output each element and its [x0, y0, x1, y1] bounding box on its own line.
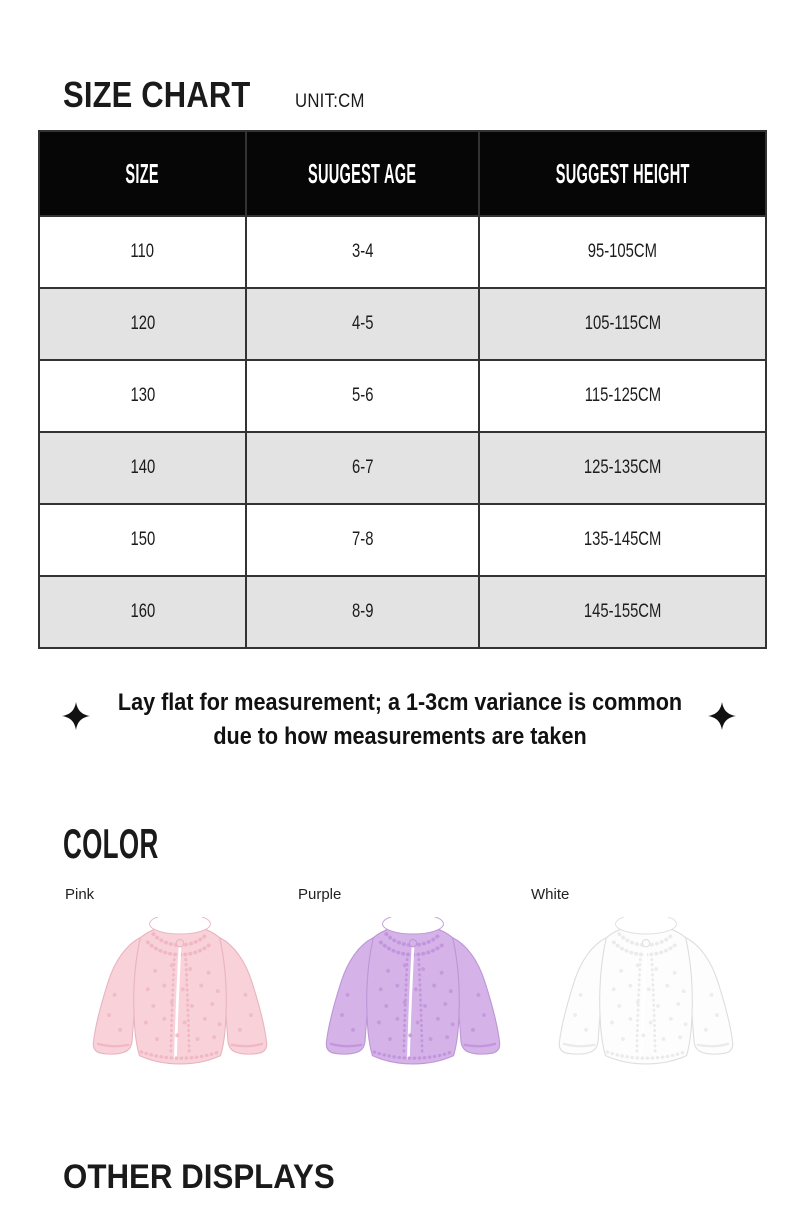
header-cell-suggest-age: SUUGEST AGE — [246, 131, 479, 216]
header-cell-size: SIZE — [39, 131, 246, 216]
color-section-title: COLOR — [63, 820, 159, 867]
age-cell: 7-8 — [246, 504, 479, 576]
size-cell: 120 — [39, 288, 246, 360]
height-cell: 115-125CM — [479, 360, 766, 432]
size-chart-header — [63, 74, 374, 116]
measurement-note — [0, 686, 800, 754]
height-cell: 145-155CM — [479, 576, 766, 648]
height-cell: 105-115CM — [479, 288, 766, 360]
age-cell: 3-4 — [246, 216, 479, 288]
table-row — [39, 576, 766, 648]
measurement-note-line1: Lay flat for measurement; a 1-3cm variance is common — [117, 689, 683, 716]
swatch-label: White — [531, 886, 570, 903]
age-cell: 4-5 — [246, 288, 479, 360]
size-cell: 160 — [39, 576, 246, 648]
size-cell: 130 — [39, 360, 246, 432]
table-header-row — [39, 131, 766, 216]
swatch-label: Pink — [65, 886, 95, 903]
height-cell: 95-105CM — [479, 216, 766, 288]
other-displays-title: OTHER DISPLAYS — [63, 1158, 335, 1196]
size-cell: 140 — [39, 432, 246, 504]
cardigan-image-pink — [74, 917, 286, 1080]
sparkle-icon — [708, 701, 736, 731]
size-cell: 110 — [39, 216, 246, 288]
height-cell: 135-145CM — [479, 504, 766, 576]
cardigan-image-purple — [307, 917, 519, 1080]
measurement-note-line2: due to how measurements are taken — [213, 723, 587, 750]
table-row — [39, 432, 766, 504]
table-row — [39, 360, 766, 432]
age-cell: 5-6 — [246, 360, 479, 432]
table-row — [39, 288, 766, 360]
color-swatch-row — [63, 886, 763, 1080]
cardigan-image-white — [540, 917, 752, 1080]
size-chart-unit-label: UNIT:CM — [295, 91, 365, 112]
height-cell: 125-135CM — [479, 432, 766, 504]
age-cell: 6-7 — [246, 432, 479, 504]
header-cell-suggest-height: SUGGEST HEIGHT — [479, 131, 766, 216]
size-chart-title: SIZE CHART — [63, 74, 251, 115]
size-cell: 150 — [39, 504, 246, 576]
swatch-label: Purple — [298, 886, 342, 903]
swatch-pink — [63, 886, 296, 1080]
swatch-purple — [296, 886, 529, 1080]
swatch-white — [529, 886, 762, 1080]
size-chart-table — [38, 130, 767, 649]
table-row — [39, 216, 766, 288]
table-row — [39, 504, 766, 576]
age-cell: 8-9 — [246, 576, 479, 648]
